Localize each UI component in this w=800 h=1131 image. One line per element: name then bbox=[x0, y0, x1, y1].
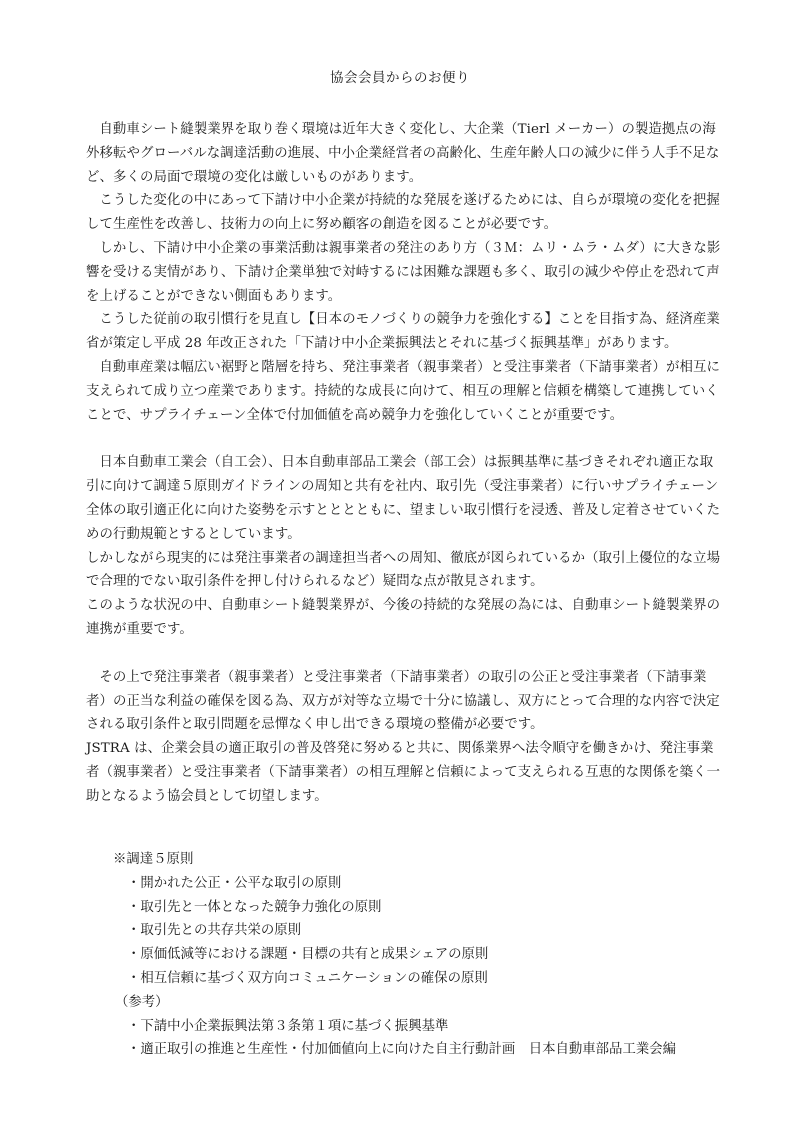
reference-item: ・下請中小企業振興法第３条第１項に基づく振興基準 bbox=[127, 1018, 449, 1034]
document-body bbox=[86, 118, 726, 809]
paragraph: こうした従前の取引慣行を見直し【日本のモノづくりの競争力を強化する】ことを目指す為、経済産業省が策定し平成 28 年改正された「下請け中小企業振興法とそれに基づく振興基準」があります。 bbox=[86, 312, 720, 352]
paragraph: 日本自動車工業会（自工会）、日本自動車部品工業会（部工会）は振興基準に基づきそれぞれ適正な取引に向けて調達５原則ガイドラインの周知と共有を社内、取引先（受注事業者）に行いサプライチェーン全体の取引適正化に向けた姿勢を示すとととともに、望ましい取引慣行を浸透、普及し定着させていくための行動規範とするとしています。 bbox=[86, 455, 721, 542]
list-item: ・原価低減等における課題・目標の共有と成果シェアの原則 bbox=[127, 947, 489, 963]
paragraph-gap bbox=[86, 642, 726, 666]
paragraph: 自動車産業は幅広い裾野と階層を持ち、発注事業者（親事業者）と受注事業者（下請事業者）が相互に支えられて成り立つ産業であります。持続的な成長に向けて、相互の理解と信頼を構築して連携していくことで、サプライチェーン全体で付加価値を高め競争力を強化していくことが重要です。 bbox=[86, 359, 720, 423]
list-item: ・相互信頼に基づく双方向コミュニケーションの確保の原則 bbox=[127, 970, 488, 986]
page-title: 協会会員からのお便り bbox=[330, 70, 470, 86]
list-item: ・開かれた公正・公平な取引の原則 bbox=[127, 875, 342, 891]
paragraph: このような状況の中、自動車シート縫製業界が、今後の持続的な発展の為には、自動車シート縫製業界の連携が重要です。 bbox=[86, 598, 721, 637]
paragraph: しかしながら現実的には発注事業者の調達担当者への周知、徹底が図られているか（取引上優位的な立場で合理的でない取引条件を押し付けられるなど）疑問な点が散見されます。 bbox=[86, 550, 721, 590]
paragraph: こうした変化の中にあって下請け中小企業が持続的な発展を遂げるためには、自らが環境の変化を把握して生産性を改善し、技術力の向上に努め顧客の創造を図ることが必要です。 bbox=[86, 193, 720, 233]
paragraph: しかし、下請け中小企業の事業活動は親事業者の発注のあり方（３Ｍ：ムリ・ムラ・ムダ）に大きな影響を受ける実情があり、下請け企業単独で対峙するには困難な課題も多く、取引の減少や停止を恐れて声を上げることができない側面もあります。 bbox=[86, 240, 721, 304]
paragraph-gap bbox=[86, 427, 726, 451]
principles-list bbox=[113, 848, 733, 1062]
paragraph: 自動車シート縫製業界を取り巻く環境は近年大きく変化し、大企業（Tierl メーカー）の製造拠点の海外移転やグローバルな調達活動の進展、中小企業経営者の高齢化、生産年齢人口の減少に伴う人手不足など、多くの局面で環境の変化は厳しいものがあります。 bbox=[86, 122, 720, 185]
list-item: ・取引先と一体となった競争力強化の原則 bbox=[127, 899, 382, 915]
reference-heading: （参考） bbox=[115, 994, 169, 1010]
list-item: ・取引先との共存共栄の原則 bbox=[127, 923, 302, 939]
paragraph: その上で発注事業者（親事業者）と受注事業者（下請事業者）の取引の公正と受注事業者（下請事業者）の正当な利益の確保を図る為、双方が対等な立場で十分に協議し、双方にとって合理的な内容で決定される取引条件と取引問題を忌憚なく申し出できる環境の整備が必要です。 bbox=[86, 669, 720, 733]
paragraph: JSTRA は、企業会員の適正取引の普及啓発に努めると共に、関係業界へ法令順守を働きかけ、発注事業者（親事業者）と受注事業者（下請事業者）の相互理解と信頼によって支えられる互恵的な関係を築く一助となるよう協会員として切望します。 bbox=[86, 741, 721, 804]
principles-heading: ※調達５原則 bbox=[113, 852, 194, 867]
reference-item: ・適正取引の推進と生産性・付加価値向上に向けた自主行動計画 日本自動車部品工業会編 bbox=[127, 1042, 677, 1058]
